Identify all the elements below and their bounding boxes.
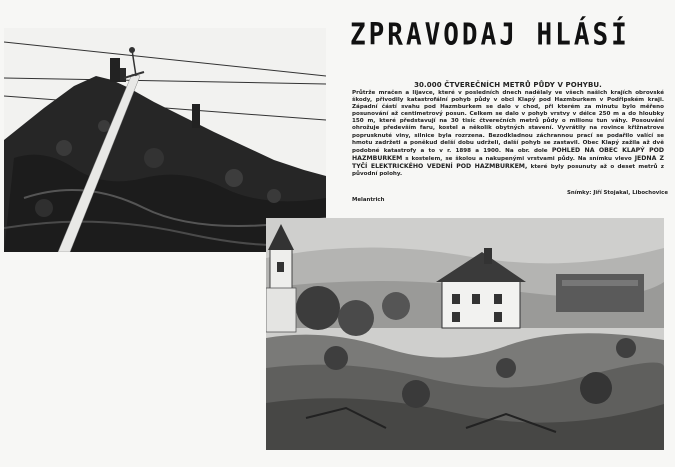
article-paragraph-text-3: které byly posunuty až o deset metrů z původní polohy. (352, 163, 665, 178)
agency-signature: Melantrich (352, 197, 385, 203)
article-emphasis-2: JEDNA Z TYČÍ ELEKTRICKÉHO VEDENÍ POD HAZMBURKEM, (352, 154, 665, 170)
village-photo-graphic (266, 218, 664, 450)
article-paragraph (352, 90, 664, 178)
headline: ZPRAVODAJ HLÁSÍ (350, 18, 630, 53)
article-emphasis-1: POHLED NA OBEC KLAPÝ POD HAZMBURKEM (352, 146, 664, 162)
article-paragraph-text: Průtrže mračen a lijavce, které v posledních dnech nadělaly ve všech našich krajích obrovské škody, přivodily katastrofální pohyb půdy v obci Klapý pod Hazmburkem v Podřipském kraji. Západní částí svahu pod Hazmburkem se dalo v chod, při kterém za minutu bylo měřeno posunování až centimetrový posun. Celkem se dalo v pohyb vrstvy v délce 250 m a do hloubky 150 m, které představují na 30 tisíc čtverečních metrů půdy o milionu tun váhy. Posouvání ohrožuje především faru, kostel a několik obytných stavení. Vyvrátily na rovince křižnatrove poprusknuté viny, silnice byla rozrzena. Bezodkladnou záchrannou prací se podařilo valící se hmotu zadržeti a poněkud delší dobu udrželi, další pohyb se zastavil. Obec Klapý zažila až dvě podobné katastrofy a to v r. 1898 a 1900. Na obr. dole (352, 90, 664, 154)
photo-credit: Snímky: Jiří Stojakal, Libochovice (567, 190, 668, 196)
village-klapy-photo (266, 218, 664, 450)
article-paragraph-text-2: s kostelem, se školou a nakupenými vrstvami půdy. Na snímku vlevo (405, 155, 632, 162)
article-subhead: 30.000 ČTVEREČNÍCH METRŮ PŮDY V POHYBU. (414, 81, 602, 89)
article-body (352, 81, 664, 178)
